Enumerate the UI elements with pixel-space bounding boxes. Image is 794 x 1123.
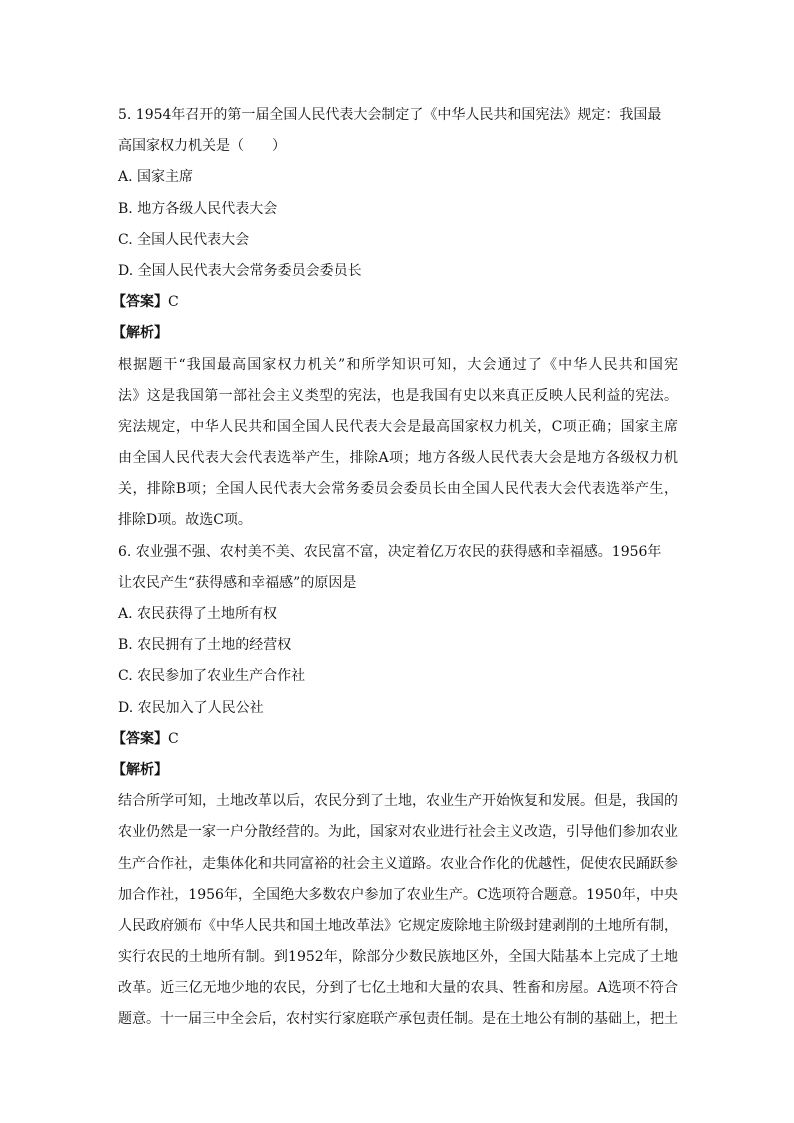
option-d: D. 农民加入了人民公社	[118, 699, 264, 716]
answer-line	[112, 724, 678, 755]
question-6	[112, 537, 678, 1036]
question-stem-line: 高国家权力机关是（ ）	[118, 138, 286, 155]
question-5	[112, 100, 678, 537]
analysis-text	[118, 786, 678, 1036]
analysis-line: 法》这是我国第一部社会主义类型的宪法，也是我国有史以来真正反映人民利益的宪法。	[118, 387, 678, 404]
option-b: B. 农民拥有了土地的经营权	[118, 637, 292, 654]
option-a: A. 农民获得了土地所有权	[118, 606, 278, 622]
option-a: A. 国家主席	[118, 169, 194, 186]
question-stem-line: 让农民产生“获得感和幸福感”的原因是	[118, 574, 357, 591]
analysis-line: 加合作社，1956年，全国绝大多数农户参加了农业生产。C选项符合题意。1950年，中央	[118, 886, 678, 903]
option-c: C. 全国人民代表大会	[118, 231, 250, 248]
analysis-line: 关，排除B项；全国人民代表大会常务委员会委员长由全国人民代表大会代表选举产生，	[118, 481, 678, 498]
analysis-line: 生产合作社，走集体化和共同富裕的社会主义道路。农业合作化的优越性，促使农民踊跃参	[118, 855, 678, 872]
analysis-line: 人民政府颁布《中华人民共和国土地改革法》它规定废除地主阶级封建剥削的土地所有制，	[118, 917, 678, 934]
answer-line	[112, 287, 678, 318]
analysis-line: 由全国人民代表大会代表选举产生，排除A项；地方各级人民代表大会是地方各级权力机	[118, 450, 678, 467]
option-d: D. 全国人民代表大会常务委员会委员长	[118, 262, 362, 279]
analysis-line: 改革。近三亿无地少地的农民，分到了七亿土地和大量的农具、牲畜和房屋。A选项不符合	[118, 980, 678, 997]
answer-value: C	[168, 294, 179, 311]
answer-value: C	[168, 730, 179, 747]
analysis-line: 题意。十一届三中全会后，农村实行家庭联产承包责任制。是在土地公有制的基础上，把土	[118, 1011, 678, 1028]
document-page	[112, 100, 678, 1036]
analysis-text	[118, 350, 678, 537]
analysis-label: 【解析】	[112, 325, 168, 342]
analysis-line: 排除D项。故选C项。	[118, 512, 252, 529]
option-b: B. 地方各级人民代表大会	[118, 200, 278, 217]
question-stem-line: 5. 1954年召开的第一届全国人民代表大会制定了《中华人民共和国宪法》规定：我国最	[118, 107, 662, 123]
analysis-line: 实行农民的土地所有制。到1952年，除部分少数民族地区外，全国大陆基本上完成了土地	[118, 949, 678, 966]
analysis-heading	[112, 318, 678, 349]
answer-label: 【答案】	[112, 294, 168, 311]
answer-label: 【答案】	[112, 730, 168, 747]
analysis-line: 宪法规定，中华人民共和国全国人民代表大会是最高国家权力机关，C项正确；国家主席	[118, 418, 678, 435]
analysis-line: 结合所学可知，土地改革以后，农民分到了土地，农业生产开始恢复和发展。但是，我国的	[118, 793, 678, 810]
option-c: C. 农民参加了农业生产合作社	[118, 668, 306, 685]
question-stem-line: 6. 农业强不强、农村美不美、农民富不富，决定着亿万农民的获得感和幸福感。1956年	[118, 543, 662, 560]
analysis-line: 根据题干“我国最高国家权力机关”和所学知识可知，大会通过了《中华人民共和国宪	[118, 356, 678, 373]
analysis-heading	[112, 755, 678, 786]
analysis-line: 农业仍然是一家一户分散经营的。为此，国家对农业进行社会主义改造，引导他们参加农业	[118, 824, 678, 841]
analysis-label: 【解析】	[112, 761, 168, 778]
